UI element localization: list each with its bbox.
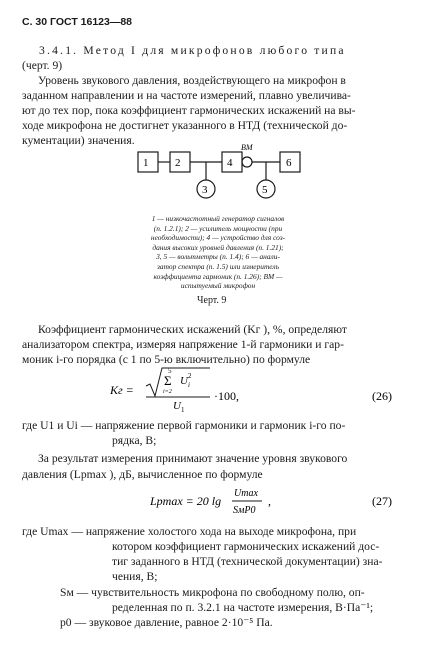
figure-caption	[118, 214, 318, 291]
sum-lower: i=2	[163, 389, 172, 395]
where2-line-4: чения, В;	[112, 570, 158, 583]
sum-sigma: Σ	[164, 373, 172, 388]
term-sup: 2	[188, 372, 192, 380]
where2-line-6: ределенная по п. 3.2.1 на частоте измерения, В·Па⁻¹;	[112, 601, 374, 614]
block-2-label: 2	[175, 157, 181, 169]
block-1-label: 1	[143, 157, 149, 169]
mic-label: ВМ	[241, 144, 253, 152]
para2-line-2: анализатором спектра, измеряя напряжение 1-й гармоники и гар-	[22, 338, 344, 351]
para1-line-3: ют до тех пор, пока коэффициент гармонических искажений на вы-	[22, 104, 356, 117]
formula27-lhs: Lpmax = 20 lg	[150, 494, 222, 508]
formula26-lhs: Kг =	[110, 383, 134, 397]
formula27-numerator: Umax	[234, 488, 258, 499]
formula26-number: (26)	[372, 389, 392, 403]
para1-line-1: Уровень звукового давления, воздействующего на микрофон в	[38, 74, 346, 87]
where2-line-5: Sм — чувствительность микрофона по свободному полю, оп-	[60, 586, 365, 599]
para3-line-2: давления (Lpmax ), дБ, вычисленное по формуле	[22, 468, 263, 481]
where2-line-7: p0 — звуковое давление, равное 2·10⁻⁵ Па.	[60, 616, 273, 629]
caption-line-5: 3, 5 — вольтметры (п. 1.4); 6 — анали-	[156, 252, 280, 262]
formula27-number: (27)	[372, 494, 392, 508]
term-u: U	[180, 375, 188, 387]
circle-5-label: 5	[262, 184, 268, 196]
caption-line-2: (п. 1.2.1); 2 — усилитель мощности (при	[153, 223, 283, 233]
denom-sub: 1	[181, 406, 185, 414]
formula27-denominator: SмP0	[233, 505, 256, 516]
formula-27	[150, 484, 410, 520]
section-heading: 3.4.1. Метод I для микрофонов любого типа	[39, 44, 346, 57]
term-sub: i	[188, 381, 190, 389]
caption-line-4: дания высоких уровней давления (п. 1.21);	[152, 242, 284, 252]
caption-line-3: необходимости); 4 — устройство для соз-	[150, 233, 286, 243]
caption-line-7: коэффициента гармоник (п. 1.26); ВМ —	[153, 271, 283, 281]
block-6-label: 6	[286, 157, 292, 169]
sum-upper: 5	[168, 367, 172, 375]
caption-line-8: испытуемый микрофон	[180, 281, 256, 291]
figure-label: Черт. 9	[197, 295, 227, 306]
where1-line-1: где U1 и Ui — напряжение первой гармоники и гармоник i-го по-	[22, 419, 346, 432]
para1-line-2: заданном направлении и на частоте измерений, плавно увеличива-	[22, 89, 351, 102]
formula26-mult: ·100,	[214, 389, 239, 403]
formula27-comma: ,	[268, 494, 271, 508]
circle-3-label: 3	[202, 184, 208, 196]
where2-line-2: котором коэффициент гармонических искажений дос-	[112, 540, 380, 553]
para3-line-1: За результат измерения принимают значение уровня звукового	[38, 452, 348, 465]
caption-line-6: затор спектра (п. 1.5) или измеритель	[156, 261, 279, 271]
denom-u: U	[173, 400, 181, 412]
where1-line-2: рядка, В;	[112, 434, 157, 447]
page-header: С. 30 ГОСТ 16123—88	[22, 16, 133, 28]
microphone-circle	[242, 157, 252, 167]
block-diagram	[130, 144, 310, 206]
section-heading-cont: (черт. 9)	[22, 59, 63, 72]
formula-26	[110, 364, 410, 414]
para2-line-1: Коэффициент гармонических искажений (Kг ), %, определяют	[38, 323, 347, 336]
where2-line-1: где Umax — напряжение холостого хода на выходе микрофона, при	[22, 525, 357, 538]
block-4-label: 4	[227, 157, 233, 169]
caption-line-1: 1 — низкочастотный генератор сигналов	[151, 214, 285, 223]
para1-line-5: кументации) значения.	[22, 134, 135, 147]
where2-line-3: тиг заданного в НТД (технической документации) зна-	[112, 555, 383, 568]
para2-line-3: моник i-го порядка (с 1 по 5-ю включительно) по формуле	[22, 353, 311, 366]
para1-line-4: ходе микрофона не достигнет указанного в НТД (технической до-	[22, 119, 348, 132]
